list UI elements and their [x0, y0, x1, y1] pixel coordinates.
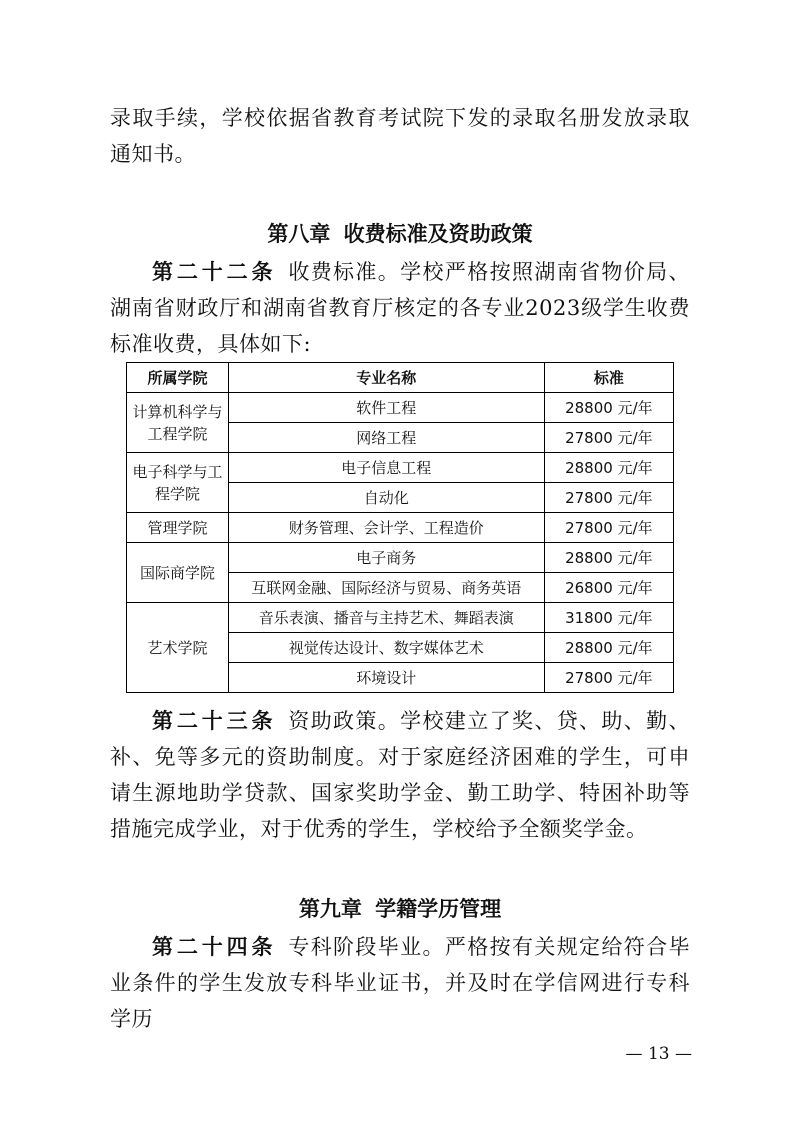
- header-fee: 标准: [544, 363, 673, 393]
- fee-table: [126, 362, 674, 693]
- page-number: — 13 —: [625, 1044, 692, 1064]
- intro-paragraph: [110, 100, 690, 172]
- major-cell: 环境设计: [228, 663, 544, 693]
- major-cell: 财务管理、会计学、工程造价: [228, 513, 544, 543]
- table-row: [127, 393, 674, 423]
- chapter-8-number: 第八章: [267, 222, 331, 246]
- fee-cell: 27800 元/年: [544, 483, 673, 513]
- major-cell: 自动化: [228, 483, 544, 513]
- chapter-9-title: 学籍学历管理: [375, 897, 502, 921]
- college-cell: 电子科学与工程学院: [127, 453, 229, 513]
- college-cell: 管理学院: [127, 513, 229, 543]
- fee-cell: 27800 元/年: [544, 663, 673, 693]
- table-row: [127, 513, 674, 543]
- table-row: [127, 543, 674, 573]
- chapter-9-number: 第九章: [298, 897, 362, 921]
- major-cell: 网络工程: [228, 423, 544, 453]
- article-23-text: 资助政策。学校建立了奖、贷、助、勤、补、免等多元的资助制度。对于家庭经济困难的学生，可申请生源地助学贷款、国家奖助学金、勤工助学、特困补助等措施完成学业，对于优秀的学生，学校给予全额奖学金。: [110, 709, 691, 841]
- chapter-8-title: 收费标准及资助政策: [343, 222, 533, 246]
- major-cell: 音乐表演、播音与主持艺术、舞蹈表演: [228, 603, 544, 633]
- college-cell: 计算机科学与工程学院: [127, 393, 229, 453]
- header-college: 所属学院: [127, 363, 229, 393]
- fee-cell: 27800 元/年: [544, 423, 673, 453]
- article-22-label: 第二十二条: [152, 260, 277, 284]
- table-row: [127, 603, 674, 633]
- article-22-text: 收费标准。学校严格按照湖南省物价局、湖南省财政厅和湖南省教育厅核定的各专业2023级学生收费标准收费，具体如下:: [110, 260, 691, 356]
- major-cell: 电子信息工程: [228, 453, 544, 483]
- major-cell: 电子商务: [228, 543, 544, 573]
- fee-cell: 26800 元/年: [544, 573, 673, 603]
- table-row: [127, 453, 674, 483]
- college-cell: 艺术学院: [127, 603, 229, 693]
- article-24-label: 第二十四条: [152, 935, 277, 959]
- fee-table-header-row: [127, 363, 674, 393]
- fee-cell: 28800 元/年: [544, 633, 673, 663]
- major-cell: 互联网金融、国际经济与贸易、商务英语: [228, 573, 544, 603]
- fee-cell: 31800 元/年: [544, 603, 673, 633]
- article-23-paragraph: [110, 703, 690, 847]
- fee-cell: 28800 元/年: [544, 393, 673, 423]
- fee-cell: 27800 元/年: [544, 513, 673, 543]
- article-24-paragraph: [110, 929, 690, 1037]
- fee-cell: 28800 元/年: [544, 453, 673, 483]
- major-cell: 视觉传达设计、数字媒体艺术: [228, 633, 544, 663]
- chapter-8-heading: [110, 218, 690, 248]
- major-cell: 软件工程: [228, 393, 544, 423]
- header-major: 专业名称: [228, 363, 544, 393]
- article-22-paragraph: [110, 254, 690, 362]
- article-24-text: 专科阶段毕业。严格按有关规定给符合毕业条件的学生发放专科毕业证书，并及时在学信网进行专科学历: [110, 935, 691, 1031]
- fee-cell: 28800 元/年: [544, 543, 673, 573]
- article-23-label: 第二十三条: [152, 709, 277, 733]
- chapter-9-heading: [110, 893, 690, 923]
- intro-text: 录取手续，学校依据省教育考试院下发的录取名册发放录取通知书。: [110, 106, 690, 166]
- college-cell: 国际商学院: [127, 543, 229, 603]
